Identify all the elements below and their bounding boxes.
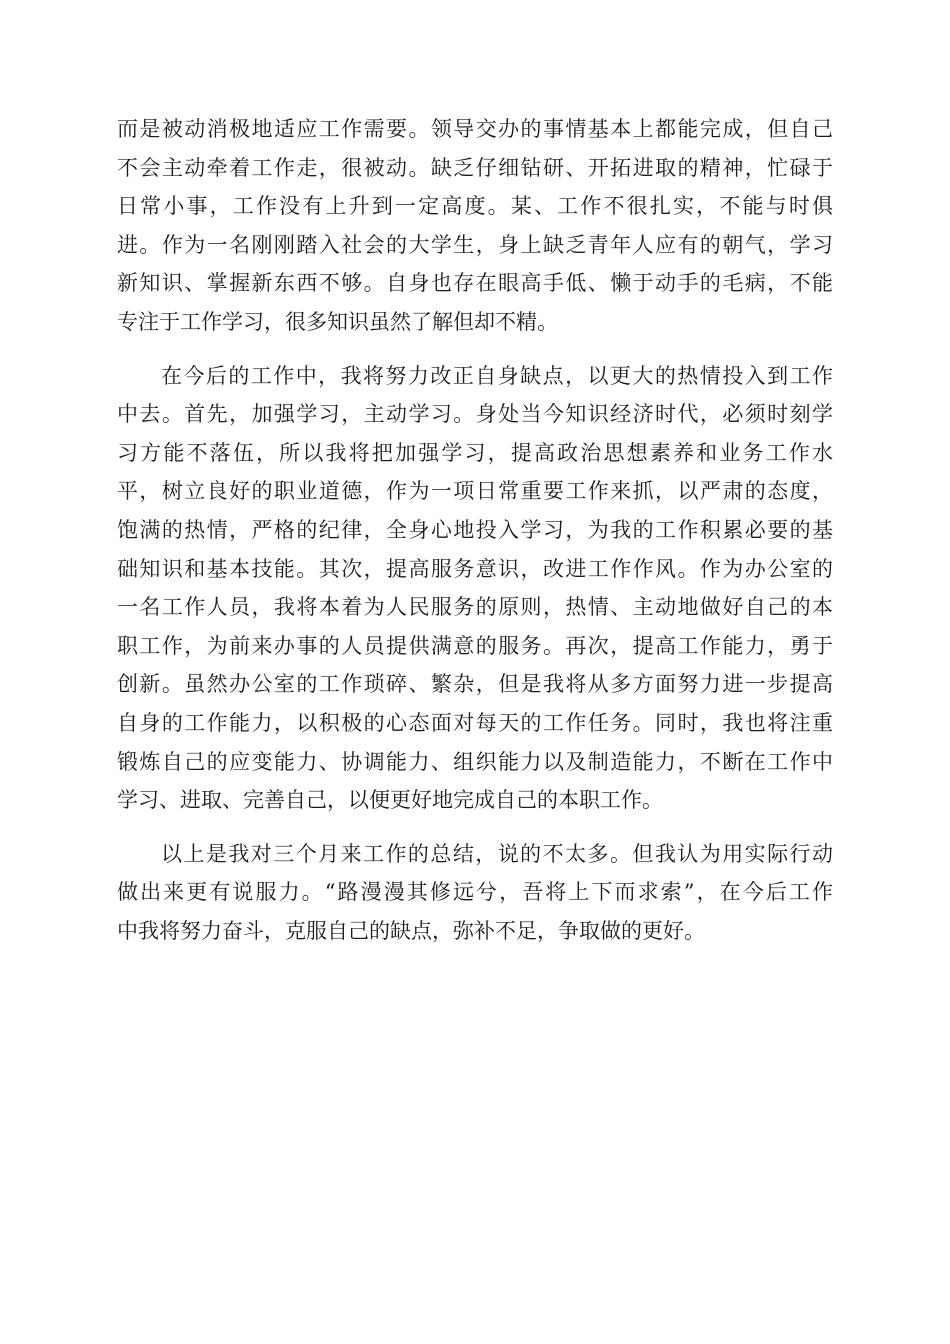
- text-line: 而是被动消极地适应工作需要。领导交办的事情基本上都能完成，但自己: [117, 117, 833, 141]
- text-line: 职工作，为前来办事的人员提供满意的服务。再次，提高工作能力，勇于: [117, 633, 833, 658]
- text-line: 以上是我对三个月来工作的总结，说的不太多。但我认为用实际行动: [161, 841, 833, 866]
- text-line: 创新。虽然办公室的工作琐碎、繁杂，但是我将从多方面努力进一步提高: [117, 672, 833, 697]
- text-line: 饱满的热情，严格的纪律，全身心地投入学习，为我的工作积累必要的基: [117, 517, 833, 542]
- text-line: 日常小事，工作没有上升到一定高度。某、工作不很扎实，不能与时俱: [117, 194, 833, 219]
- document-body: [117, 110, 833, 965]
- text-line: 锻炼自己的应变能力、协调能力、组织能力以及制造能力，不断在工作中: [117, 749, 833, 774]
- text-line: 习方能不落伍，所以我将把加强学习，提高政治思想素养和业务工作水: [117, 440, 833, 465]
- paragraph-1: [117, 110, 833, 342]
- text-line: 中去。首先，加强学习，主动学习。身处当今知识经济时代，必须时刻学: [117, 402, 833, 427]
- text-line: 学习、进取、完善自己，以便更好地完成自己的本职工作。: [117, 788, 663, 813]
- text-line: 平，树立良好的职业道德，作为一项日常重要工作来抓，以严肃的态度，: [117, 479, 833, 504]
- text-line: 不会主动牵着工作走，很被动。缺乏仔细钻研、开拓进取的精神，忙碌于: [117, 155, 833, 180]
- text-line: 中我将努力奋斗，克服自己的缺点，弥补不足，争取做的更好。: [117, 918, 705, 943]
- text-line: 础知识和基本技能。其次，提高服务意识，改进工作作风。作为办公室的: [117, 556, 833, 581]
- paragraph-3: [117, 835, 833, 951]
- text-line: 新知识、掌握新东西不够。自身也存在眼高手低、懒于动手的毛病，不能: [117, 271, 833, 296]
- paragraph-2: [117, 357, 833, 820]
- text-line: 做出来更有说服力。“路漫漫其修远兮，吾将上下而求索”，在今后工作: [117, 880, 833, 905]
- text-line: 自身的工作能力，以积极的心态面对每天的工作任务。同时，我也将注重: [117, 710, 833, 735]
- text-line: 进。作为一名刚刚踏入社会的大学生，身上缺乏青年人应有的朝气，学习: [117, 232, 833, 257]
- text-line: 一名工作人员，我将本着为人民服务的原则，热情、主动地做好自己的本: [117, 595, 833, 620]
- text-line: 专注于工作学习，很多知识虽然了解但却不精。: [117, 309, 558, 334]
- text-line: 在今后的工作中，我将努力改正自身缺点，以更大的热情投入到工作: [161, 363, 833, 388]
